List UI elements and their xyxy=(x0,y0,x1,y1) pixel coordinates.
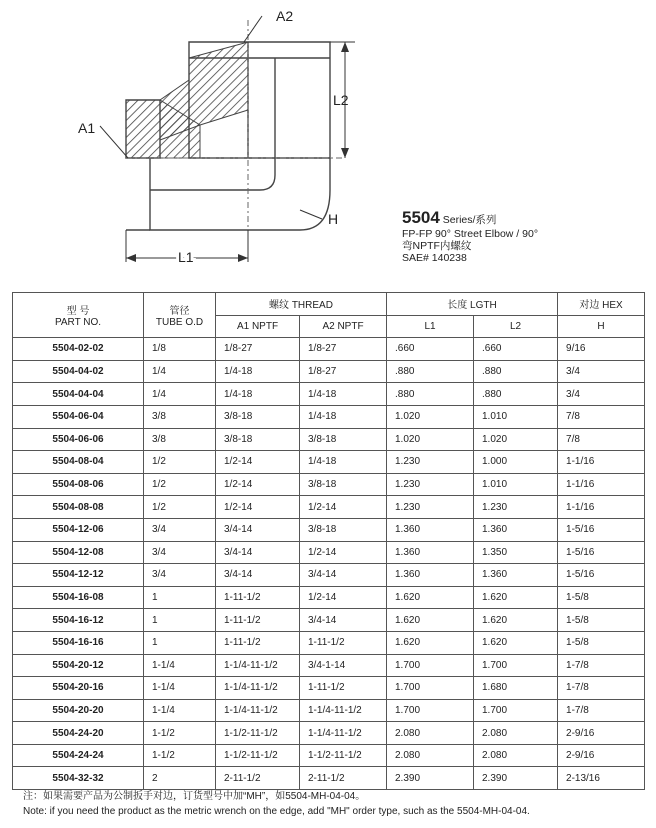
table-cell: .880 xyxy=(474,360,558,383)
table-cell: 3/8 xyxy=(144,428,216,451)
table-cell: 1.360 xyxy=(387,564,474,587)
label-l1: L1 xyxy=(178,249,194,265)
notes xyxy=(23,789,530,819)
table-cell: 2-9/16 xyxy=(558,722,645,745)
series-line1: FP-FP 90° Street Elbow / 90° xyxy=(402,227,539,240)
part-number-cell: 5504-16-08 xyxy=(13,586,144,609)
table-cell: 1.620 xyxy=(387,609,474,632)
table-cell: 2.080 xyxy=(474,722,558,745)
table-cell: 1-5/8 xyxy=(558,631,645,654)
table-cell: 3/4 xyxy=(144,564,216,587)
table-cell: 1/2-14 xyxy=(216,496,300,519)
table-cell: 2.080 xyxy=(387,744,474,767)
part-number-cell: 5504-20-12 xyxy=(13,654,144,677)
table-cell: 1/2-14 xyxy=(216,451,300,474)
table-row xyxy=(13,451,645,474)
series-suffix: Series/系列 xyxy=(442,214,497,226)
table-cell: 3/4-1-14 xyxy=(300,654,387,677)
table-cell: 1/4-18 xyxy=(216,383,300,406)
table-cell: 2.390 xyxy=(474,767,558,790)
table-cell: 1.360 xyxy=(474,518,558,541)
table-cell: 1-11-1/2 xyxy=(216,586,300,609)
table-row xyxy=(13,518,645,541)
table-cell: 3/4-14 xyxy=(216,564,300,587)
spec-table xyxy=(12,292,645,790)
part-number-cell: 5504-08-06 xyxy=(13,473,144,496)
header-part: 型 号 PART NO. xyxy=(13,293,144,338)
table-cell: 1.700 xyxy=(474,654,558,677)
table-cell: 1-5/16 xyxy=(558,564,645,587)
table-cell: 1.700 xyxy=(387,699,474,722)
part-number-cell: 5504-24-24 xyxy=(13,744,144,767)
part-number-cell: 5504-04-02 xyxy=(13,360,144,383)
part-number-cell: 5504-20-16 xyxy=(13,677,144,700)
series-line3: SAE# 140238 xyxy=(402,251,467,264)
table-cell: 3/4-14 xyxy=(216,518,300,541)
elbow-drawing xyxy=(0,0,656,290)
table-cell: 1-11-1/2 xyxy=(216,631,300,654)
table-row xyxy=(13,767,645,790)
table-cell: .660 xyxy=(387,338,474,361)
table-cell: 1.010 xyxy=(474,473,558,496)
table-cell: .880 xyxy=(387,360,474,383)
header-tube: 管径 TUBE O.D xyxy=(144,293,216,338)
table-cell: 1.700 xyxy=(387,654,474,677)
table-cell: 1-1/4 xyxy=(144,699,216,722)
table-cell: 1/8-27 xyxy=(300,338,387,361)
table-cell: 1/4 xyxy=(144,360,216,383)
table-cell: 1.620 xyxy=(387,586,474,609)
part-number-cell: 5504-16-12 xyxy=(13,609,144,632)
part-number-cell: 5504-06-06 xyxy=(13,428,144,451)
table-row xyxy=(13,496,645,519)
table-cell: 1.230 xyxy=(387,473,474,496)
table-row xyxy=(13,631,645,654)
table-cell: 3/8 xyxy=(144,405,216,428)
table-cell: 2-11-1/2 xyxy=(216,767,300,790)
table-cell: 3/8-18 xyxy=(216,428,300,451)
table-cell: 1.680 xyxy=(474,677,558,700)
table-cell: 1-1/2 xyxy=(144,722,216,745)
table-cell: 1/2-14 xyxy=(300,586,387,609)
table-cell: 1-7/8 xyxy=(558,677,645,700)
table-cell: 1.020 xyxy=(387,405,474,428)
table-cell: 1-1/2 xyxy=(144,744,216,767)
table-cell: 1/8-27 xyxy=(216,338,300,361)
part-number-cell: 5504-32-32 xyxy=(13,767,144,790)
table-row xyxy=(13,473,645,496)
table-cell: 1/4-18 xyxy=(300,405,387,428)
table-cell: 3/4-14 xyxy=(300,609,387,632)
table-cell: 1-7/8 xyxy=(558,654,645,677)
table-row xyxy=(13,360,645,383)
table-cell: 2.080 xyxy=(387,722,474,745)
table-cell: 1 xyxy=(144,609,216,632)
part-number-cell: 5504-02-02 xyxy=(13,338,144,361)
table-cell: 1-11-1/2 xyxy=(300,677,387,700)
part-number-cell: 5504-24-20 xyxy=(13,722,144,745)
part-number-cell: 5504-20-20 xyxy=(13,699,144,722)
table-cell: 1.230 xyxy=(387,451,474,474)
header-a2: A2 NPTF xyxy=(300,315,387,338)
table-cell: 1-1/4-11-1/2 xyxy=(216,654,300,677)
table-cell: 1.000 xyxy=(474,451,558,474)
table-cell: 3/4 xyxy=(144,541,216,564)
table-cell: 1.700 xyxy=(387,677,474,700)
table-cell: 3/4 xyxy=(144,518,216,541)
table-row xyxy=(13,564,645,587)
table-row xyxy=(13,338,645,361)
table-row xyxy=(13,722,645,745)
table-cell: 2.390 xyxy=(387,767,474,790)
table-row xyxy=(13,744,645,767)
table-cell: 1-5/16 xyxy=(558,518,645,541)
table-cell: 2-11-1/2 xyxy=(300,767,387,790)
table-row xyxy=(13,383,645,406)
table-cell: 3/8-18 xyxy=(300,473,387,496)
table-cell: 1-1/2-11-1/2 xyxy=(216,744,300,767)
table-cell: .880 xyxy=(474,383,558,406)
series-info xyxy=(402,208,538,264)
table-cell: 7/8 xyxy=(558,428,645,451)
table-cell: 1/8 xyxy=(144,338,216,361)
table-row xyxy=(13,677,645,700)
label-h: H xyxy=(328,211,339,227)
table-cell: 1.360 xyxy=(387,541,474,564)
label-a1: A1 xyxy=(78,120,96,136)
part-number-cell: 5504-12-08 xyxy=(13,541,144,564)
table-cell: 1-1/4-11-1/2 xyxy=(300,722,387,745)
header-l1: L1 xyxy=(387,315,474,338)
table-cell: 1/2-14 xyxy=(216,473,300,496)
header-length: 长度 LGTH xyxy=(387,293,558,316)
table-cell: 2 xyxy=(144,767,216,790)
table-row xyxy=(13,586,645,609)
note-cn: 注：如果需要产品为公制扳手对边，订货型号中加“MH”，如5504-MH-04-04。 xyxy=(23,791,366,802)
table-cell: 1-1/2-11-1/2 xyxy=(216,722,300,745)
table-cell: 3/8-18 xyxy=(300,518,387,541)
table-cell: 1-7/8 xyxy=(558,699,645,722)
header-h: H xyxy=(558,315,645,338)
table-cell: 1/2-14 xyxy=(300,496,387,519)
header-thread: 螺纹 THREAD xyxy=(216,293,387,316)
table-row xyxy=(13,699,645,722)
table-cell: 1-5/8 xyxy=(558,609,645,632)
table-cell: 1.360 xyxy=(474,564,558,587)
part-number-cell: 5504-04-04 xyxy=(13,383,144,406)
table-cell: 1-1/2-11-1/2 xyxy=(300,744,387,767)
header-l2: L2 xyxy=(474,315,558,338)
table-cell: 1/8-27 xyxy=(300,360,387,383)
table-cell: 3/4-14 xyxy=(216,541,300,564)
table-cell: 1-1/16 xyxy=(558,473,645,496)
table-cell: 1-5/16 xyxy=(558,541,645,564)
table-cell: 1-11-1/2 xyxy=(300,631,387,654)
table-cell: 1-5/8 xyxy=(558,586,645,609)
part-number-cell: 5504-12-06 xyxy=(13,518,144,541)
table-cell: 1.360 xyxy=(387,518,474,541)
table-cell: 1-1/4 xyxy=(144,654,216,677)
header-a1: A1 NPTF xyxy=(216,315,300,338)
table-cell: 1.620 xyxy=(474,631,558,654)
table-cell: 1-1/4-11-1/2 xyxy=(216,677,300,700)
table-cell: 1/2 xyxy=(144,473,216,496)
table-cell: 3/8-18 xyxy=(300,428,387,451)
part-number-cell: 5504-08-04 xyxy=(13,451,144,474)
table-cell: 1-1/16 xyxy=(558,451,645,474)
part-number-cell: 5504-06-04 xyxy=(13,405,144,428)
table-row xyxy=(13,609,645,632)
header-hex: 对边 HEX xyxy=(558,293,645,316)
part-number-cell: 5504-16-16 xyxy=(13,631,144,654)
table-cell: 1-1/4 xyxy=(144,677,216,700)
table-cell: 1.020 xyxy=(387,428,474,451)
table-cell: 1.620 xyxy=(474,586,558,609)
table-cell: 3/4-14 xyxy=(300,564,387,587)
table-cell: 3/4 xyxy=(558,383,645,406)
table-cell: 1.620 xyxy=(474,609,558,632)
note-en: Note: if you need the product as the metric wrench on the edge, add "MH" order type, such as the 5504-MH-04-04. xyxy=(23,806,530,817)
table-cell: 1-1/4-11-1/2 xyxy=(300,699,387,722)
table-row xyxy=(13,541,645,564)
table-row xyxy=(13,428,645,451)
table-cell: 1-1/16 xyxy=(558,496,645,519)
table-cell: 7/8 xyxy=(558,405,645,428)
table-cell: 1.350 xyxy=(474,541,558,564)
table-cell: 3/4 xyxy=(558,360,645,383)
table-cell: 2-9/16 xyxy=(558,744,645,767)
part-number-cell: 5504-08-08 xyxy=(13,496,144,519)
table-cell: 1.020 xyxy=(474,428,558,451)
label-l2: L2 xyxy=(333,92,349,108)
table-cell: 1 xyxy=(144,586,216,609)
label-a2: A2 xyxy=(276,8,294,24)
table-cell: 1-1/4-11-1/2 xyxy=(216,699,300,722)
series-line2: 弯NPTF内螺纹 xyxy=(402,239,472,252)
table-cell: 1/2-14 xyxy=(300,541,387,564)
table-cell: 1.230 xyxy=(387,496,474,519)
table-cell: .660 xyxy=(474,338,558,361)
table-cell: 1 xyxy=(144,631,216,654)
part-number-cell: 5504-12-12 xyxy=(13,564,144,587)
table-row xyxy=(13,654,645,677)
table-cell: 1.700 xyxy=(474,699,558,722)
table-cell: .880 xyxy=(387,383,474,406)
table-cell: 1/4-18 xyxy=(300,451,387,474)
table-cell: 2.080 xyxy=(474,744,558,767)
table-cell: 3/8-18 xyxy=(216,405,300,428)
table-cell: 1/4-18 xyxy=(300,383,387,406)
table-cell: 1/4-18 xyxy=(216,360,300,383)
table-cell: 1-11-1/2 xyxy=(216,609,300,632)
table-cell: 1/4 xyxy=(144,383,216,406)
table-cell: 1/2 xyxy=(144,451,216,474)
table-cell: 1.010 xyxy=(474,405,558,428)
table-cell: 1.620 xyxy=(387,631,474,654)
table-cell: 1/2 xyxy=(144,496,216,519)
table-cell: 2-13/16 xyxy=(558,767,645,790)
model-number: 5504 xyxy=(402,208,440,227)
table-cell: 1.230 xyxy=(474,496,558,519)
table-row xyxy=(13,405,645,428)
table-cell: 9/16 xyxy=(558,338,645,361)
